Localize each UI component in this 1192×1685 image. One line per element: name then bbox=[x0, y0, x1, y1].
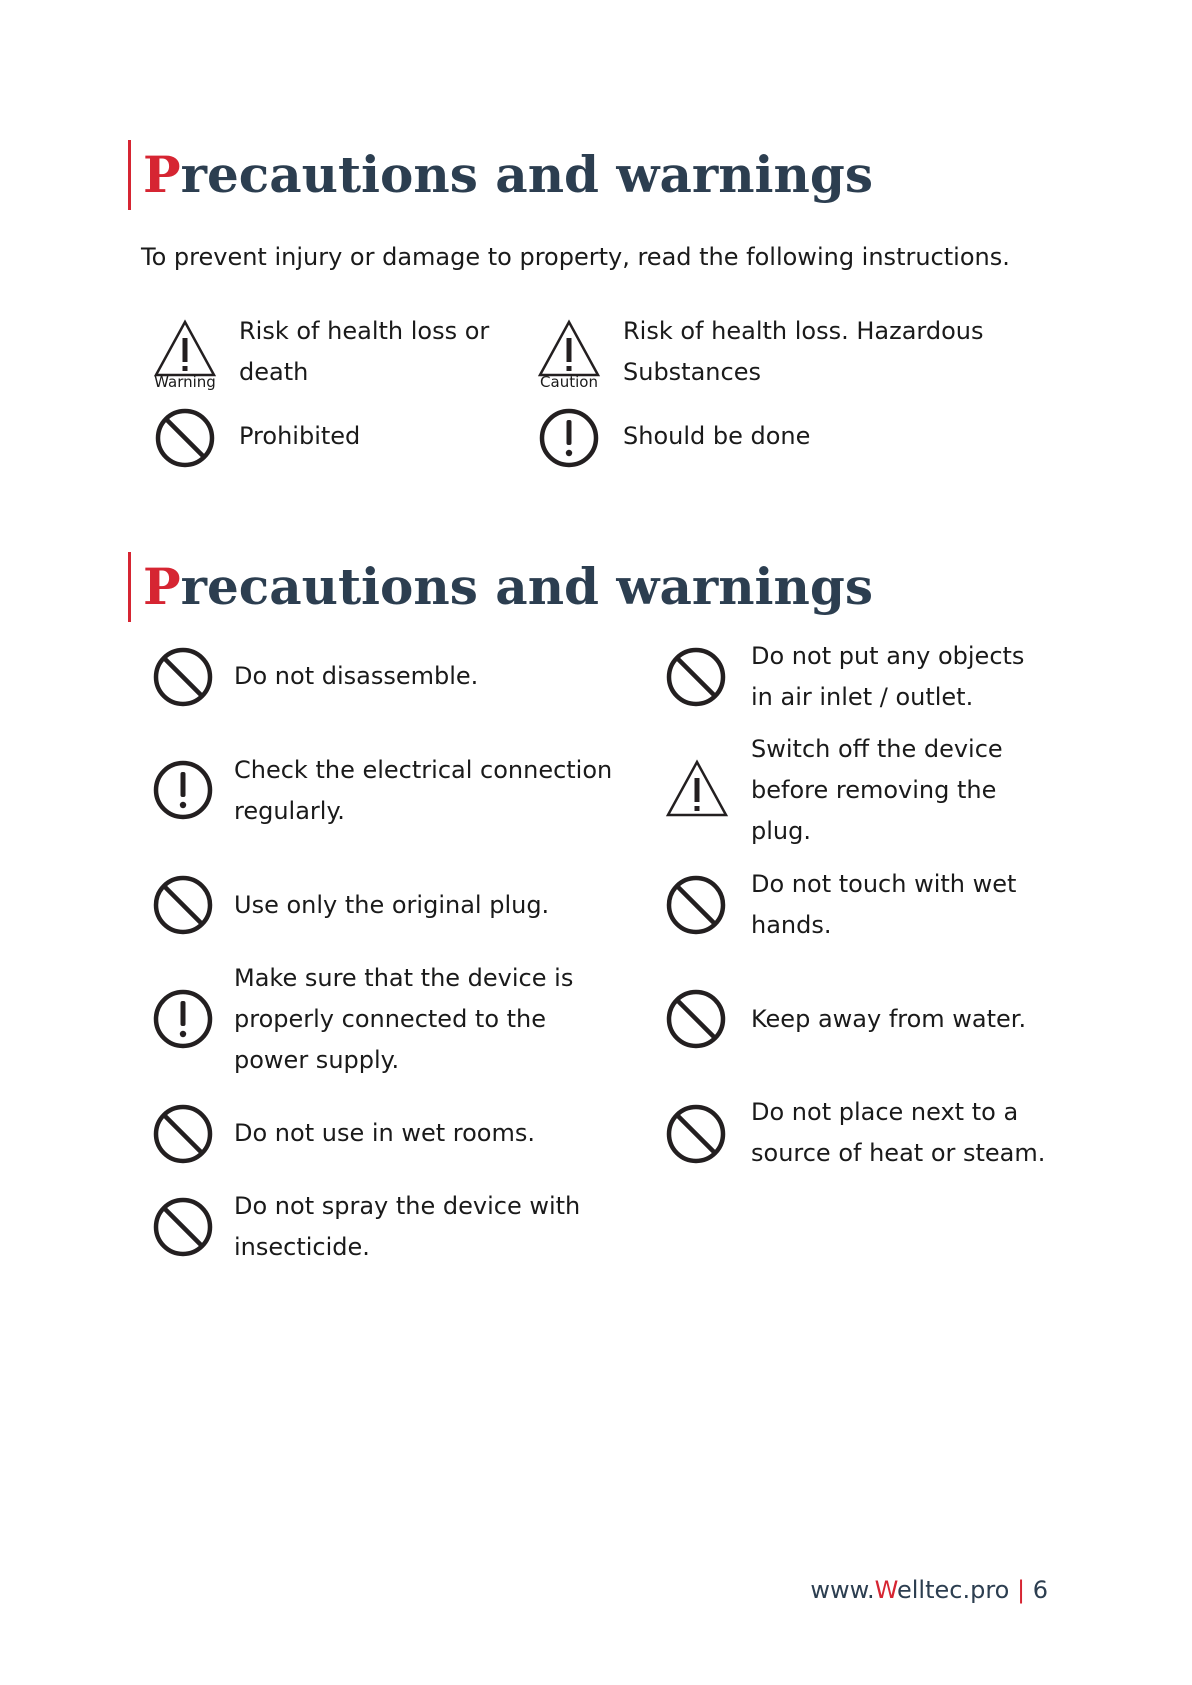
legend-caution-text: Risk of health loss. Hazardous Substances bbox=[623, 317, 984, 386]
prohibited-icon bbox=[665, 646, 727, 708]
page-footer bbox=[810, 1576, 1048, 1604]
legend-mandatory-text: Should be done bbox=[623, 422, 811, 450]
prohibited-icon bbox=[665, 988, 727, 1050]
mandatory-icon bbox=[152, 759, 214, 821]
precaution-item: Keep away from water. bbox=[751, 1005, 1027, 1033]
prohibited-icon bbox=[152, 1196, 214, 1258]
precaution-item: Do not spray the device with insecticide. bbox=[234, 1192, 581, 1261]
prohibited-icon bbox=[152, 874, 214, 936]
warning-triangle-icon bbox=[664, 758, 730, 820]
mandatory-icon bbox=[538, 407, 600, 469]
section-2-title: Precautions and warnings bbox=[128, 552, 873, 622]
mandatory-icon bbox=[152, 988, 214, 1050]
warning-triangle-icon bbox=[536, 318, 602, 380]
prohibited-icon bbox=[154, 407, 216, 469]
precaution-item: Do not put any objects in air inlet / outlet. bbox=[751, 642, 1025, 711]
precaution-item: Do not disassemble. bbox=[234, 662, 479, 690]
precaution-item: Use only the original plug. bbox=[234, 891, 550, 919]
footer-separator: | bbox=[1016, 1576, 1026, 1604]
prohibited-icon bbox=[665, 1103, 727, 1165]
precaution-item: Make sure that the device is properly connected to the power supply. bbox=[234, 964, 574, 1074]
legend-caution-caption: Caution bbox=[540, 373, 598, 391]
prohibited-icon bbox=[665, 874, 727, 936]
prohibited-icon bbox=[152, 646, 214, 708]
precaution-item: Do not use in wet rooms. bbox=[234, 1119, 535, 1147]
section-1-title: Precautions and warnings bbox=[128, 140, 873, 210]
legend-warning bbox=[150, 318, 220, 390]
legend-warning-text: Risk of health loss or death bbox=[239, 317, 490, 386]
legend-prohibited-text: Prohibited bbox=[239, 422, 361, 450]
footer-url[interactable]: www.Welltec.pro bbox=[810, 1576, 1010, 1604]
precaution-item: Do not place next to a source of heat or steam. bbox=[751, 1098, 1046, 1167]
legend-caution bbox=[534, 318, 604, 390]
precaution-item: Check the electrical connection regularly. bbox=[234, 756, 613, 825]
legend-warning-caption: Warning bbox=[154, 373, 216, 391]
prohibited-icon bbox=[152, 1103, 214, 1165]
precaution-item: Switch off the device before removing the plug. bbox=[751, 735, 1003, 845]
intro-text: To prevent injury or damage to property, read the following instructions. bbox=[141, 243, 1010, 271]
precaution-item: Do not touch with wet hands. bbox=[751, 870, 1017, 939]
warning-triangle-icon bbox=[152, 318, 218, 380]
page-number: 6 bbox=[1032, 1576, 1048, 1604]
